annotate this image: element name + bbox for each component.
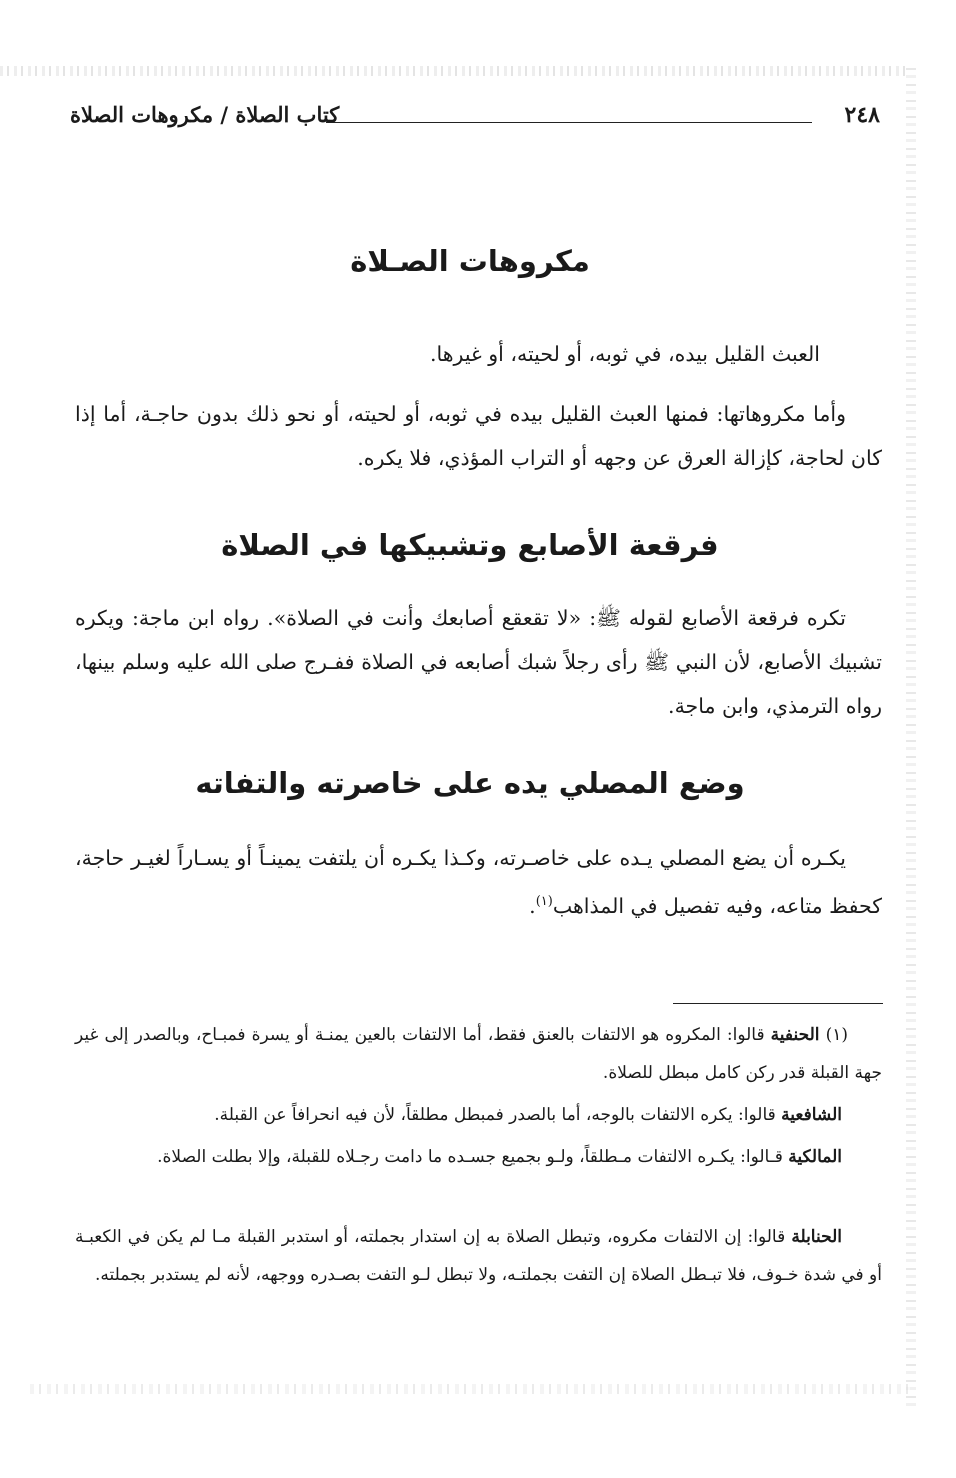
footnote-text: قـالوا: يكـره الالتفات مـطلقاً، ولـو بجميع جسـده ما دامت رجـلاه للقبلة، وإلا بطلت الصلاة. bbox=[157, 1147, 783, 1167]
footnote-hanafi bbox=[75, 1016, 882, 1092]
header-rule bbox=[326, 122, 812, 123]
paragraph-fidgeting bbox=[75, 332, 882, 376]
footnote-text: قالوا: يكره الالتفات بالوجه، أما بالصدر فمبطل مطلقاً، لأن فيه انحرافاً عن القبلة. bbox=[214, 1105, 776, 1125]
paragraph-makruhat-detail bbox=[75, 392, 882, 480]
section-heading-makruhat: مكروهات الصـلاة bbox=[350, 244, 590, 278]
scan-noise-bottom bbox=[30, 1384, 910, 1394]
footnote-hanbali bbox=[75, 1218, 882, 1294]
footnote-shafii bbox=[75, 1096, 882, 1134]
footnote-maliki bbox=[75, 1138, 882, 1176]
footnote-school-label: الحنابلة bbox=[791, 1227, 842, 1247]
page-header bbox=[70, 100, 880, 136]
paragraph-end-period: . bbox=[529, 893, 536, 918]
section-heading-cracking-fingers: فرقعة الأصابع وتشبيكها في الصلاة bbox=[221, 528, 719, 562]
page-number: ٢٤٨ bbox=[844, 102, 880, 128]
footnote-reference: (١) bbox=[535, 894, 553, 909]
paragraph-text: العبث القليل بيده، في ثوبه، أو لحيته، أو غيرها. bbox=[429, 342, 820, 366]
paragraph-text: وأما مكروهاتها: فمنها العبث القليل بيده في ثوبه، أو لحيته، أو نحو ذلك بدون حاجـة، أما إذا كان لحاجة، كإزالة العرق عن وجهه أو التراب المؤذي، فلا يكره. bbox=[75, 402, 882, 470]
paragraph-cracking-fingers bbox=[75, 596, 882, 728]
section-heading-hand-on-waist: وضع المصلي يده على خاصرته والتفاته bbox=[195, 766, 745, 800]
footnote-school-label: الحنفية bbox=[770, 1025, 820, 1045]
footnote-separator bbox=[673, 1003, 883, 1004]
footnote-school-label: الشافعية bbox=[781, 1105, 842, 1125]
running-title: كتاب الصلاة / مكروهات الصلاة bbox=[70, 102, 340, 127]
paragraph-text: تكره فرقعة الأصابع لقوله ﷺ: «لا تقعقع أصابعك وأنت في الصلاة». رواه ابن ماجة: ويكره تشبيك الأصابع، لأن النبي ﷺ رأى رجلاً شبك أصابعه في الصلاة ففـرج صلى الله عليه وسلم بينها، رواه الترمذي، وابن ماجة. bbox=[75, 606, 882, 718]
footnote-number: (١) bbox=[825, 1025, 848, 1045]
footnote-school-label: المالكية bbox=[788, 1147, 842, 1167]
footnote-text: قالوا: المكروه هو الالتفات بالعنق فقط، أما الالتفات بالعين يمنـة أو يسرة فمبـاح، وبالصدر إلى غير جهة القبلة قدر ركن كامل مبطل للصلاة. bbox=[75, 1025, 882, 1083]
scan-noise-right bbox=[906, 66, 916, 1406]
footnote-text: قالوا: إن الالتفات مكروه، وتبطل الصلاة به إن استدار بجملته، أو استدبر القبلة مـا لم يكن في الكعبـة أو في شدة خـوف، فلا تبـطل الصلاة إن التفت بجملتـه، ولا تبطل لـو التفت بصـدره ووجهه، لأنه لم يستدبر بجملته. bbox=[75, 1227, 882, 1285]
scan-noise-top bbox=[0, 66, 910, 76]
paragraph-text: يكـره أن يضع المصلي يـده على خاصـرته، وكـذا يكـره أن يلتفت يمينـاً أو يسـاراً لغيـر حاجة، كحفظ متاعه، وفيه تفصيل في المذاهب bbox=[75, 846, 882, 918]
paragraph-hand-on-waist bbox=[75, 836, 882, 928]
